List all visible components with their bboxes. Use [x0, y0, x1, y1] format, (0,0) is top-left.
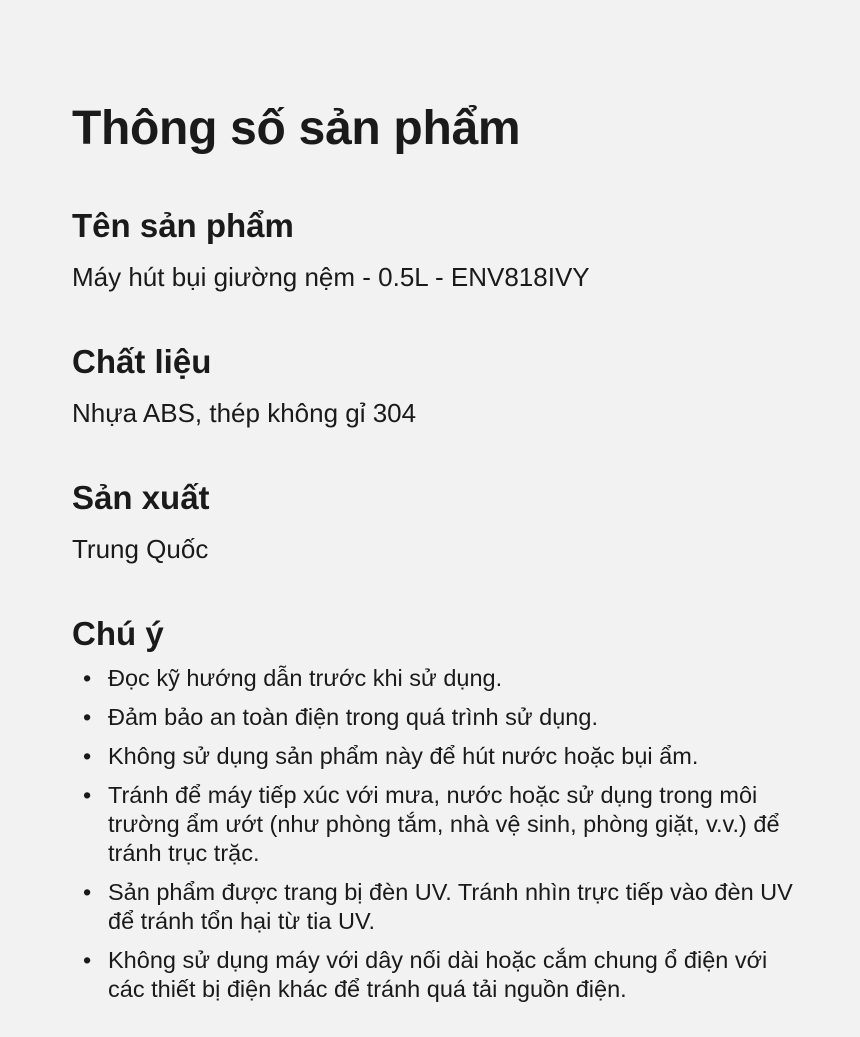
bullet-icon: • [83, 947, 92, 973]
notes-list [72, 664, 802, 1004]
origin-heading: Sản xuất [72, 479, 210, 516]
bullet-icon: • [83, 782, 92, 808]
origin-value: Trung Quốc [72, 534, 209, 564]
note-text: Không sử dụng sản phẩm này để hút nước hoặc bụi ẩm. [108, 743, 699, 769]
material-heading: Chất liệu [72, 343, 212, 380]
list-item [72, 781, 802, 868]
product-name-heading: Tên sản phẩm [72, 207, 294, 244]
page-title: Thông số sản phẩm [72, 102, 521, 155]
note-text: Sản phẩm được trang bị đèn UV. Tránh nhìn trực tiếp vào đèn UV để tránh tổn hại từ tia UV. [108, 879, 793, 934]
bullet-icon: • [83, 879, 92, 905]
bullet-icon: • [83, 704, 92, 730]
note-text: Đảm bảo an toàn điện trong quá trình sử dụng. [108, 704, 598, 730]
product-specs-page [72, 96, 802, 1014]
list-item [72, 946, 802, 1004]
notes-heading: Chú ý [72, 615, 164, 652]
notes-section [72, 612, 802, 1004]
note-text: Đọc kỹ hướng dẫn trước khi sử dụng. [108, 665, 503, 691]
product-name-value: Máy hút bụi giường nệm - 0.5L - ENV818IVY [72, 262, 590, 292]
note-text: Tránh để máy tiếp xúc với mưa, nước hoặc sử dụng trong môi trường ẩm ướt (như phòng tắm, nhà vệ sinh, phòng giặt, v.v.) để tránh trục trặc. [108, 782, 780, 866]
note-text: Không sử dụng máy với dây nối dài hoặc cắm chung ổ điện với các thiết bị điện khác để tránh quá tải nguồn điện. [108, 947, 768, 1002]
origin-section [72, 476, 802, 566]
material-value: Nhựa ABS, thép không gỉ 304 [72, 398, 417, 428]
list-item [72, 878, 802, 936]
list-item [72, 742, 802, 771]
bullet-icon: • [83, 665, 92, 691]
list-item [72, 703, 802, 732]
material-section [72, 340, 802, 430]
product-name-section [72, 204, 802, 294]
list-item [72, 664, 802, 693]
bullet-icon: • [83, 743, 92, 769]
